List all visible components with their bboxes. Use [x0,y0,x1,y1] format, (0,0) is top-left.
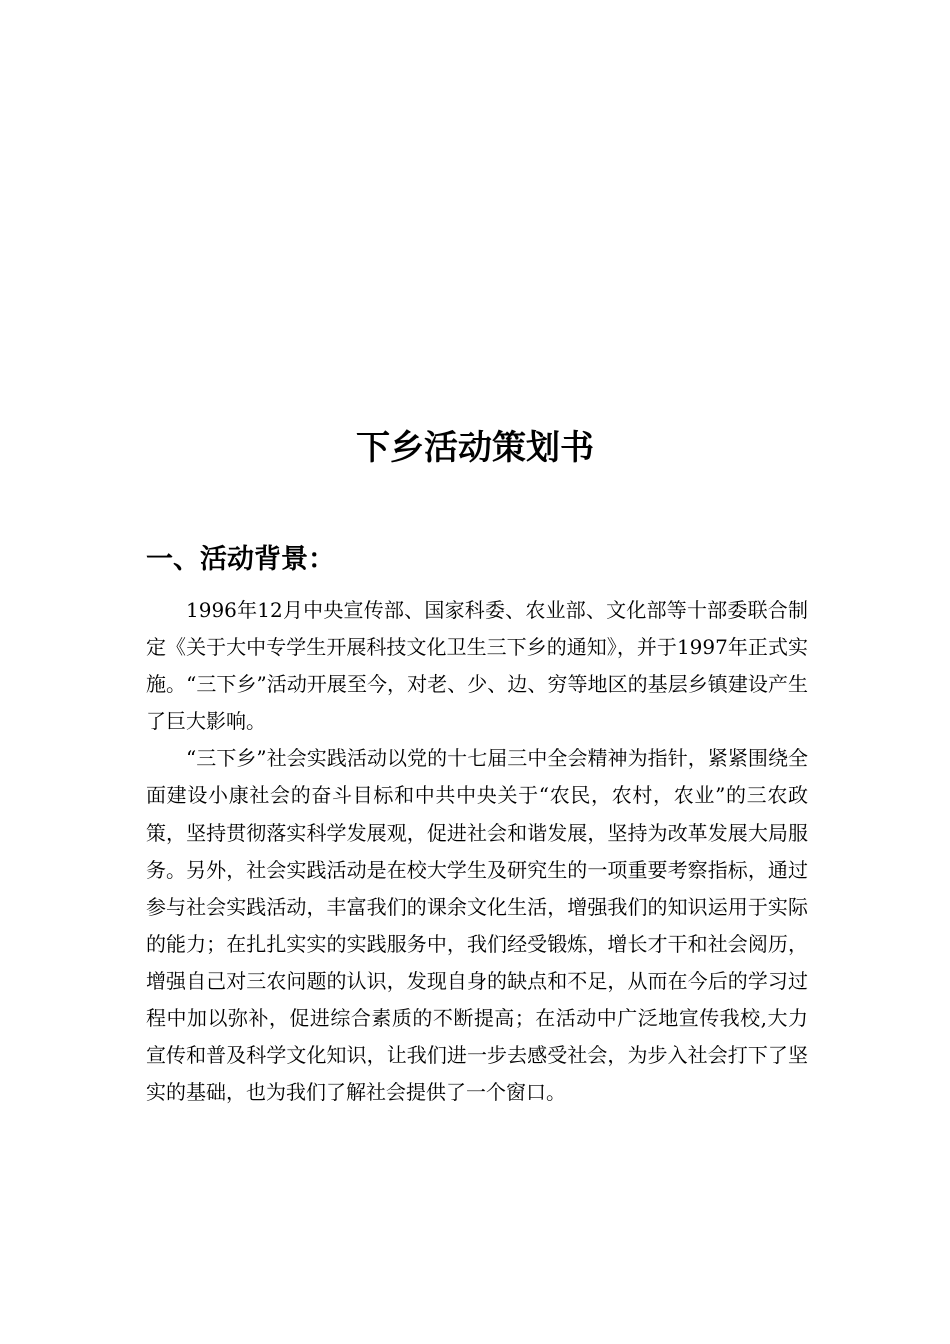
paragraph: “三下乡”社会实践活动以党的十七届三中全会精神为指针，紧紧围绕全面建设小康社会的奋斗目标和中共中央关于“农民，农村，农业”的三农政策，坚持贯彻落实科学发展观，促进社会和谐发展，坚持为改革发展大局服务。另外，社会实践活动是在校大学生及研究生的一项重要考察指标，通过参与社会实践活动，丰富我们的课余文化生活，增强我们的知识运用于实际的能力；在扎扎实实的实践服务中，我们经受锻炼，增长才干和社会阅历，增强自己对三农问题的认识，发现自身的缺点和不足，从而在今后的学习过程中加以弥补，促进综合素质的不断提高；在活动中广泛地宣传我校,大力宣传和普及科学文化知识，让我们进一步去感受社会，为步入社会打下了坚实的基础，也为我们了解社会提供了一个窗口。 [146,746,808,1105]
section-heading-background: 一、活动背景： [146,544,335,575]
section-body [146,592,808,1111]
document-title: 下乡活动策划书 [356,428,594,468]
paragraph: 1996年12月中央宣传部、国家科委、农业部、文化部等十部委联合制定《关于大中专学生开展科技文化卫生三下乡的通知》，并于1997年正式实施。“三下乡”活动开展至今，对老、少、边、穷等地区的基层乡镇建设产生了巨大影响。 [146,598,808,734]
